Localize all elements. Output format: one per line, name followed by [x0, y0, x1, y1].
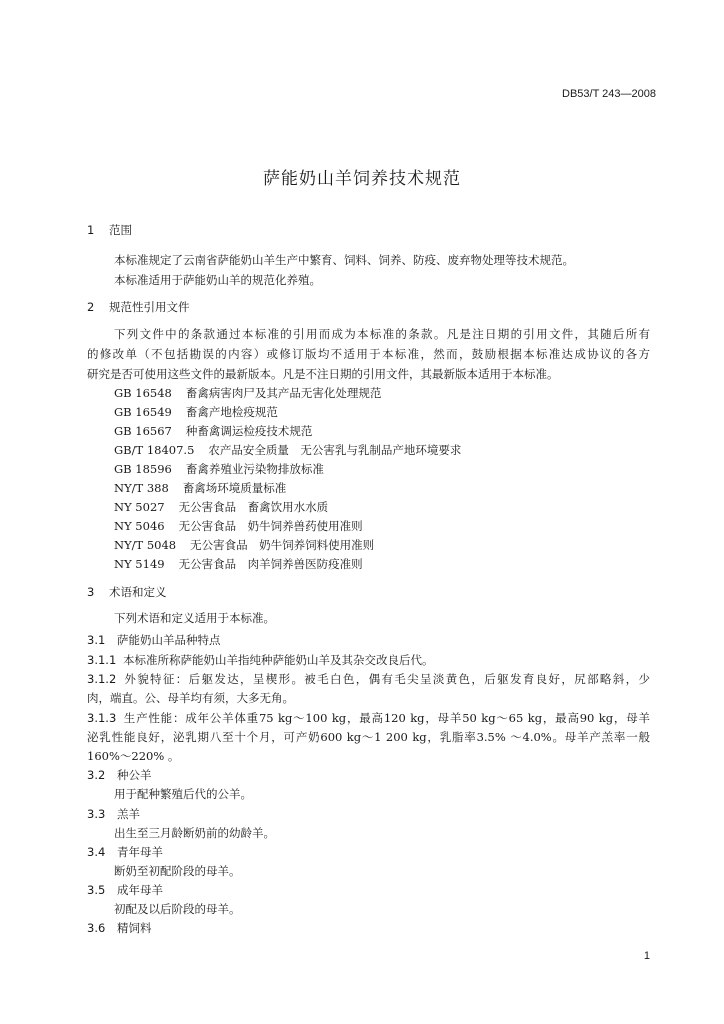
- definition: 初配及以后阶段的母羊。: [114, 902, 241, 916]
- subsection-title: 萨能奶山羊品种特点: [117, 633, 221, 647]
- page-title: 萨能奶山羊饲养技术规范: [263, 169, 461, 189]
- reference-title: 畜禽产地检疫规范: [185, 405, 278, 419]
- subsection-number: 3.4: [87, 845, 106, 859]
- paragraph: 本标准规定了云南省萨能奶山羊生产中繁育、饲料、饲养、防疫、废弃物处理等技术规范。: [114, 253, 574, 267]
- paragraph: 本标准适用于萨能奶山羊的规范化养殖。: [114, 273, 321, 287]
- reference-title: 无公害食品 畜禽饮用水水质: [178, 500, 329, 514]
- reference-code: GB 16567: [114, 424, 172, 438]
- section-1-heading: [87, 222, 132, 238]
- reference-item: [114, 385, 381, 401]
- reference-item: [114, 518, 363, 534]
- subsection-heading: [87, 882, 163, 898]
- reference-code: GB/T 18407.5: [114, 443, 195, 457]
- reference-code: NY 5149: [114, 557, 165, 571]
- reference-code: NY 5027: [114, 500, 165, 514]
- reference-item: [114, 480, 286, 496]
- reference-title: 无公害食品 奶牛饲养兽药使用准则: [178, 519, 363, 533]
- paragraph: 下列术语和定义适用于本标准。: [114, 611, 275, 625]
- subsection-number: 3.5: [87, 883, 106, 897]
- clause-text: 本标准所称萨能奶山羊指纯种萨能奶山羊及其杂交改良后代。: [123, 653, 434, 667]
- section-3-heading: [87, 584, 167, 600]
- reference-title: 无公害食品 肉羊饲养兽医防疫准则: [178, 557, 363, 571]
- clause: [87, 710, 650, 726]
- section-title: 规范性引用文件: [109, 300, 190, 314]
- subsection-number: 3.6: [87, 921, 106, 935]
- reference-title: 畜禽病害肉尸及其产品无害化处理规范: [185, 386, 382, 400]
- subsection-title: 羔羊: [117, 807, 140, 821]
- reference-item: [114, 537, 374, 553]
- reference-code: NY 5046: [114, 519, 165, 533]
- definition: 用于配种繁殖后代的公羊。: [114, 787, 252, 801]
- clause-number: 3.1.1: [87, 653, 117, 667]
- reference-title: 畜禽养殖业污染物排放标准: [185, 462, 324, 476]
- clause-continuation: 肉，端直。公、母羊均有须，大多无角。: [87, 691, 294, 705]
- clause-text: 外貌特征：后躯发达，呈楔形。被毛白色，偶有毛尖呈淡黄色，后躯发育良好，尻部略斜，少: [123, 672, 650, 686]
- reference-item: [114, 404, 278, 420]
- subsection-heading: [87, 767, 152, 783]
- reference-code: GB 16549: [114, 405, 172, 419]
- section-number: 2: [87, 300, 95, 314]
- reference-item: [114, 442, 461, 458]
- clause: [87, 671, 650, 687]
- definition: 出生至三月龄断奶前的幼龄羊。: [114, 826, 275, 840]
- reference-title: 农产品安全质量 无公害乳与乳制品产地环境要求: [208, 443, 462, 457]
- subsection-number: 3.3: [87, 807, 106, 821]
- section-number: 3: [87, 585, 95, 599]
- clause-continuation: 泌乳性能良好，泌乳期八至十个月，可产奶600 kg～1 200 kg，乳脂率3.5% ～4.0%。母羊产羔率一般: [87, 730, 650, 744]
- definition: 断奶至初配阶段的母羊。: [114, 864, 241, 878]
- reference-title: 种畜禽调运检疫技术规范: [185, 424, 313, 438]
- subsection-title: 青年母羊: [117, 845, 163, 859]
- reference-title: 无公害食品 奶牛饲养饲料使用准则: [190, 538, 375, 552]
- section-title: 术语和定义: [109, 585, 167, 599]
- paragraph-line: 研究是否可使用这些文件的最新版本。凡是不注日期的引用文件，其最新版本适用于本标准。: [87, 367, 559, 381]
- reference-item: [114, 423, 312, 439]
- clause-text: 生产性能：成年公羊体重75 kg～100 kg，最高120 kg，母羊50 kg～65 kg，最高90 kg，母羊: [123, 711, 650, 725]
- section-number: 1: [87, 223, 95, 237]
- section-2-heading: [87, 299, 190, 315]
- reference-title: 畜禽场环境质量标准: [182, 481, 287, 495]
- subsection-title: 成年母羊: [117, 883, 163, 897]
- subsection-title: 种公羊: [117, 768, 152, 782]
- reference-code: GB 18596: [114, 462, 172, 476]
- reference-code: NY/T 388: [114, 481, 169, 495]
- reference-code: NY/T 5048: [114, 538, 177, 552]
- clause-number: 3.1.3: [87, 711, 117, 725]
- section-title: 范围: [109, 223, 132, 237]
- reference-code: GB 16548: [114, 386, 172, 400]
- subsection-title: 精饲料: [117, 921, 152, 935]
- reference-item: [114, 556, 363, 572]
- subsection-heading: [87, 806, 140, 822]
- subsection-number: 3.1: [87, 633, 106, 647]
- page-number: 1: [643, 950, 650, 962]
- subsection-heading: [87, 632, 221, 648]
- paragraph-line: 下列文件中的条款通过本标准的引用而成为本标准的条款。凡是注日期的引用文件，其随后所有: [114, 327, 650, 341]
- subsection-heading: [87, 844, 163, 860]
- clause-continuation: 160%～220% 。: [87, 749, 180, 763]
- subsection-number: 3.2: [87, 768, 106, 782]
- reference-item: [114, 499, 328, 515]
- reference-item: [114, 461, 324, 477]
- subsection-heading: [87, 920, 152, 936]
- clause-number: 3.1.2: [87, 672, 117, 686]
- paragraph-line: 的修改单（不包括勘误的内容）或修订版均不适用于本标准，然而，鼓励根据本标准达成协议的各方: [87, 347, 650, 361]
- clause: [87, 652, 434, 668]
- document-number: DB53/T 243—2008: [562, 88, 656, 100]
